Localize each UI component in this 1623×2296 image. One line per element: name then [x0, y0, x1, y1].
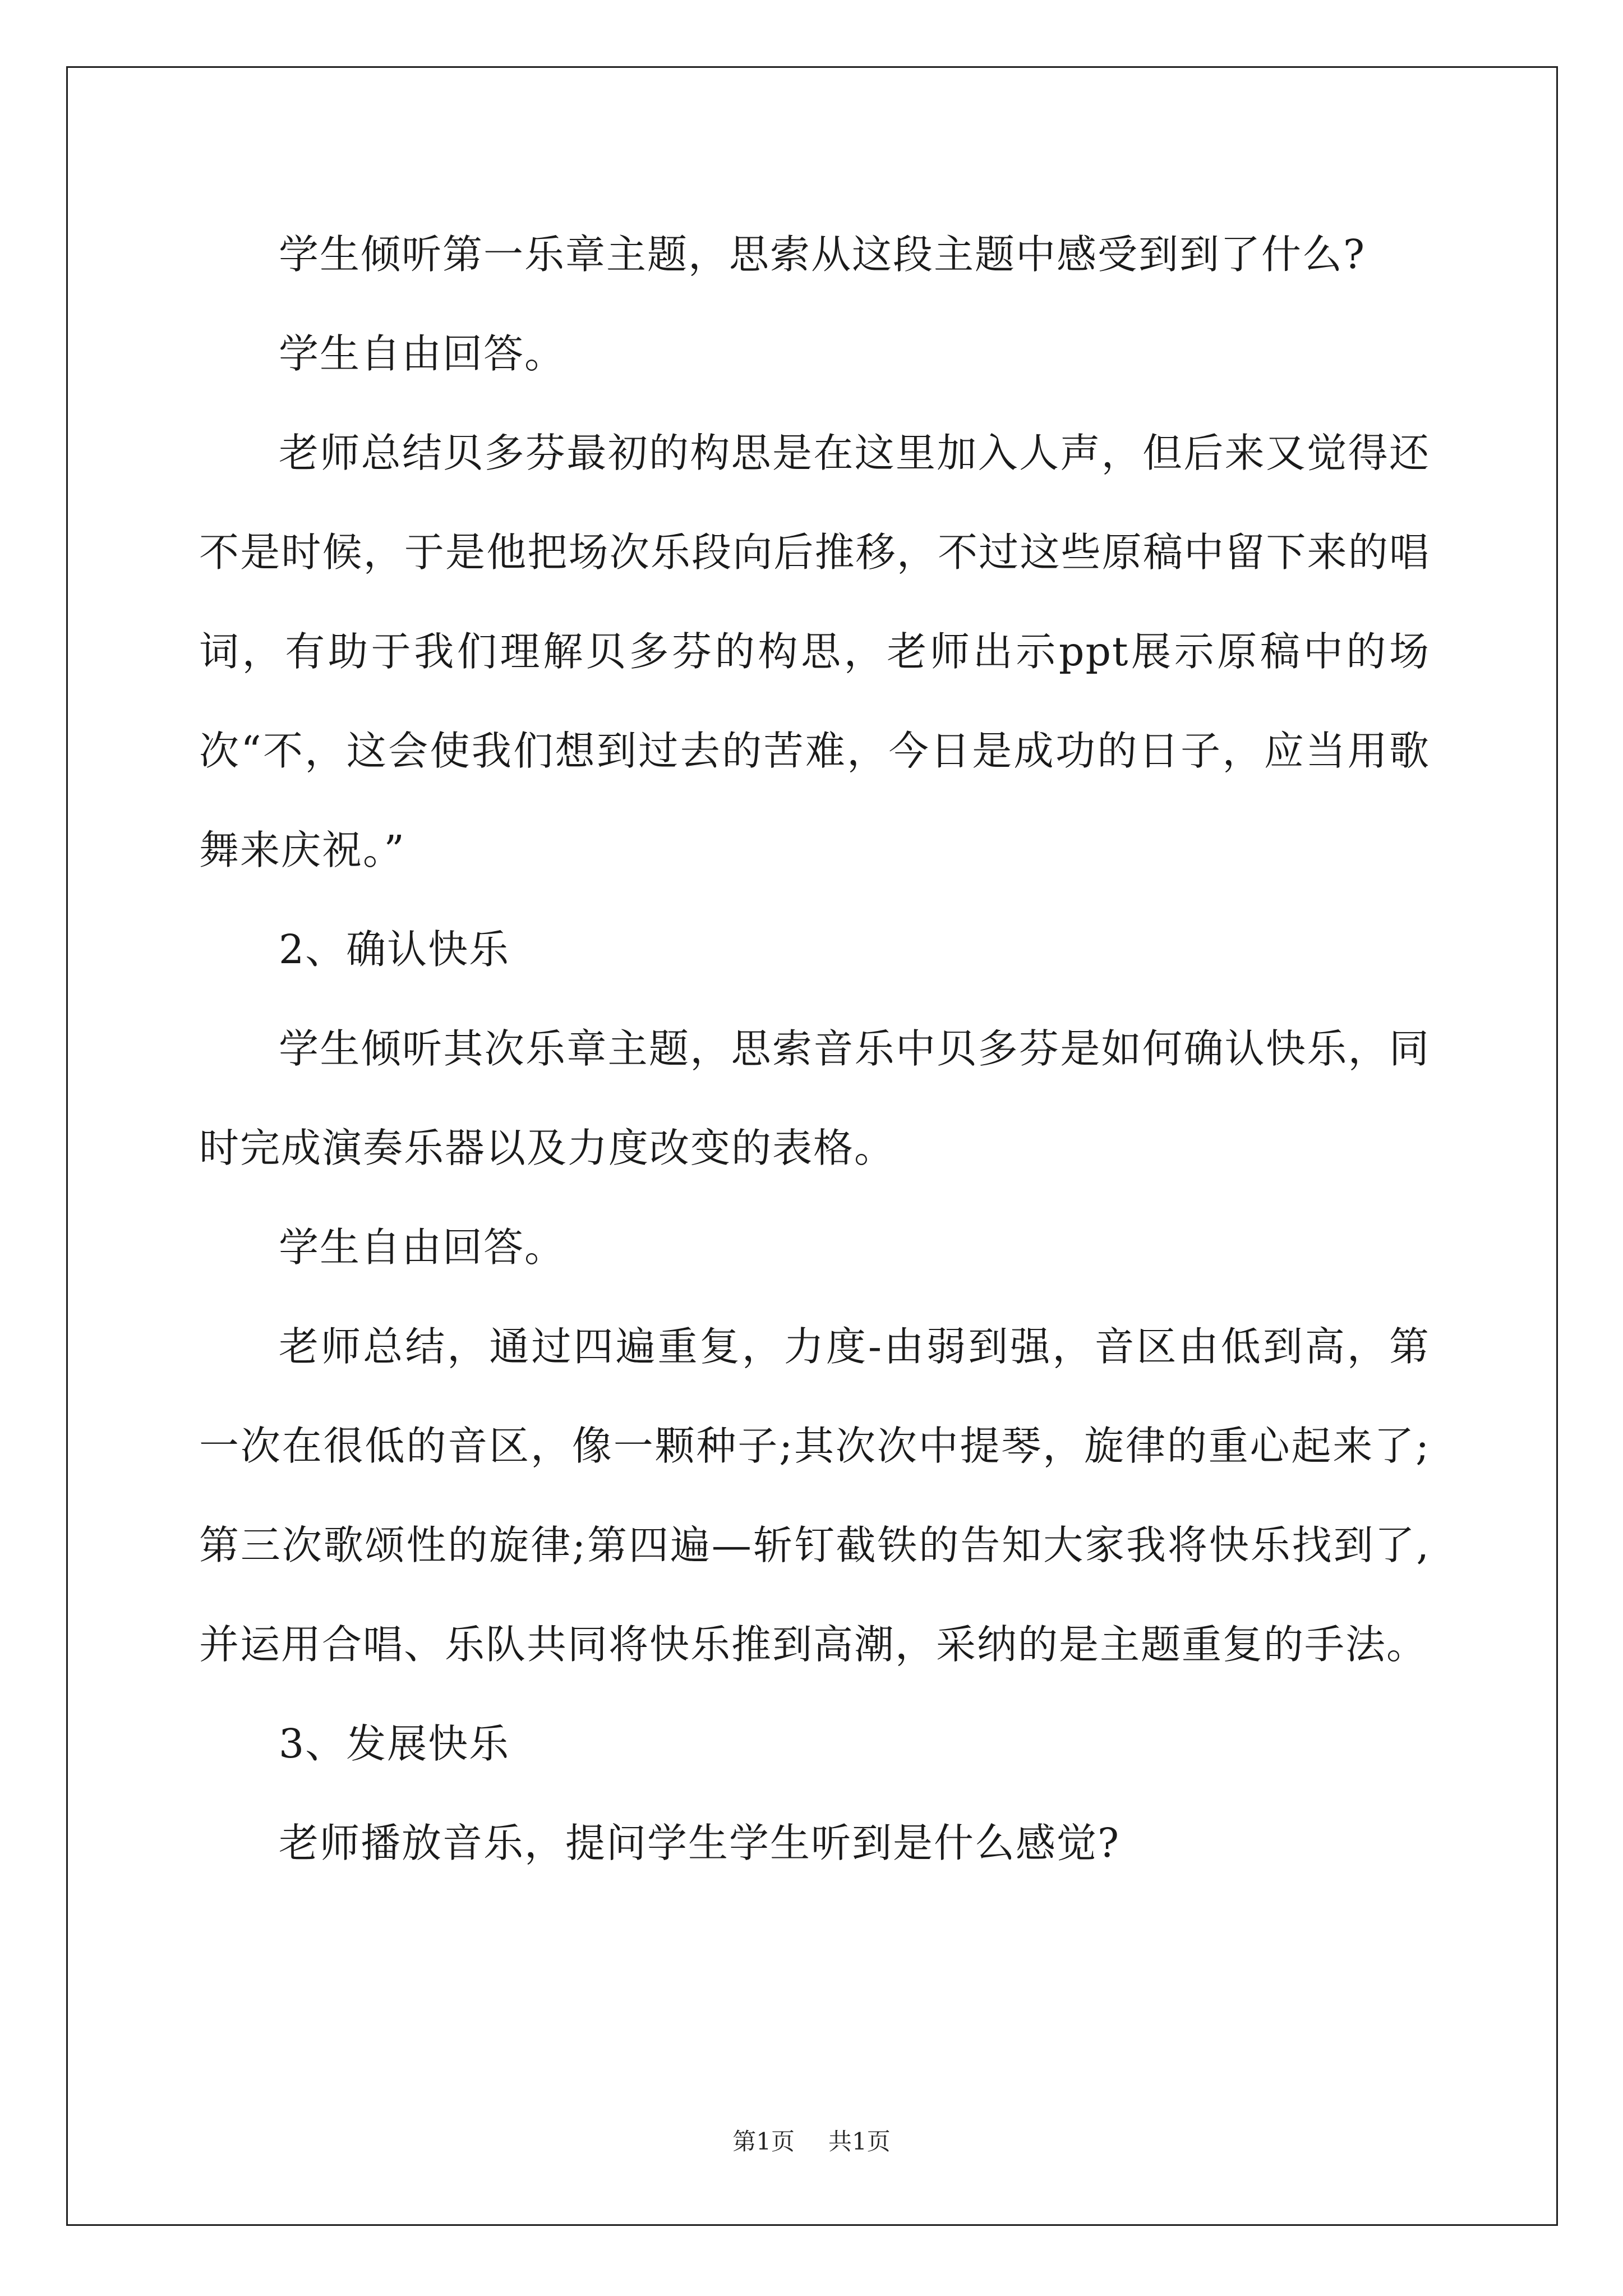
paragraph-question: 学生倾听第一乐章主题，思索从这段主题中感受到到了什么? [279, 231, 1366, 278]
paragraph-teacher-plays-music: 老师播放音乐，提问学生学生听到是什么感觉? [279, 1820, 1121, 1866]
page-total: 共1页 [828, 2128, 891, 2155]
paragraph-teacher-summary: 老师总结贝多芬最初的构思是在这里加入人声，但后来又觉得还不是时候，于是他把场次乐段向后推移，不过这些原稿中留下来的唱词，有助于我们理解贝多芬的构思，老师出示ppt展示原稿中的场次“不，这会使我们想到过去的苦难，今日是成功的日子，应当用歌舞来庆祝。” [199, 430, 1430, 873]
document-body [199, 205, 1430, 1893]
page-number: 第1页 [732, 2128, 795, 2155]
paragraph-teacher-summary-2: 老师总结，通过四遍重复，力度-由弱到强，音区由低到高，第一次在很低的音区，像一颗种子;其次次中提琴，旋律的重心起来了;第三次歌颂性的旋律;第四遍—斩钉截铁的告知大家我将快乐找到了,并运用合唱、乐队共同将快乐推到高潮，采纳的是主题重复的手法。 [199, 1323, 1430, 1668]
paragraph-student-answer: 学生自由回答。 [279, 330, 566, 377]
page-footer [0, 2125, 1623, 2159]
paragraph-second-movement: 学生倾听其次乐章主题，思索音乐中贝多芬是如何确认快乐，同时完成演奏乐器以及力度改变的表格。 [199, 1025, 1430, 1171]
paragraph-student-answer-2: 学生自由回答。 [279, 1224, 566, 1271]
section-heading-develop-joy: 3、发展快乐 [279, 1720, 510, 1767]
section-heading-confirm-joy: 2、确认快乐 [279, 926, 510, 973]
